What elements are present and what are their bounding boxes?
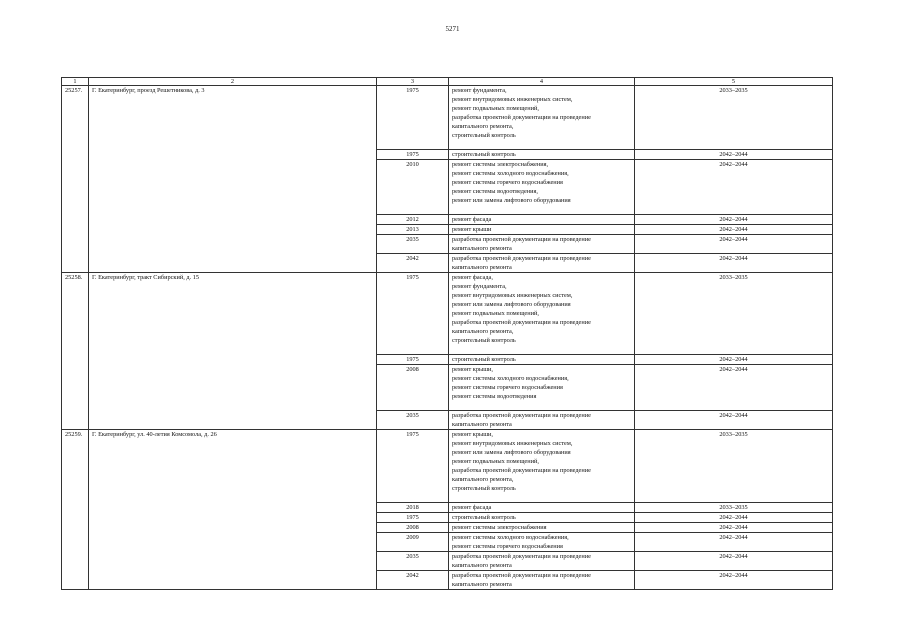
work-item: капитального ремонта bbox=[452, 562, 512, 569]
work-item: ремонт системы горячего водоснабжения bbox=[452, 384, 563, 391]
work-item: ремонт подвальных помещений, bbox=[452, 458, 539, 465]
work-item: ремонт системы электроснабжения, bbox=[452, 161, 549, 168]
entry-number: 25259. bbox=[62, 430, 89, 590]
work-item: разработка проектной документации на проведение bbox=[452, 255, 591, 262]
row-period: 2042–2044 bbox=[635, 150, 833, 160]
row-year: 2013 bbox=[377, 225, 449, 235]
work-item: строительный контроль bbox=[452, 485, 516, 492]
work-item: ремонт крыши, bbox=[452, 366, 494, 373]
page-number: 5271 bbox=[445, 25, 460, 33]
table-row bbox=[62, 86, 833, 150]
row-period: 2042–2044 bbox=[635, 533, 833, 552]
work-item: ремонт системы горячего водоснабжения bbox=[452, 179, 563, 186]
row-year: 2009 bbox=[377, 533, 449, 552]
work-item: ремонт внутридомовых инженерных систем, bbox=[452, 292, 573, 299]
row-works bbox=[449, 225, 635, 235]
row-works bbox=[449, 355, 635, 365]
row-works bbox=[449, 160, 635, 215]
work-item: ремонт системы холодного водоснабжения, bbox=[452, 534, 569, 541]
row-year: 2042 bbox=[377, 254, 449, 273]
header-col-1: 1 bbox=[62, 78, 89, 86]
row-period: 2033–2035 bbox=[635, 273, 833, 355]
work-item: ремонт или замена лифтового оборудования bbox=[452, 449, 571, 456]
repair-schedule-table bbox=[61, 77, 833, 590]
row-year: 2008 bbox=[377, 523, 449, 533]
row-year: 1975 bbox=[377, 355, 449, 365]
work-item: ремонт фасада bbox=[452, 504, 492, 511]
work-item: ремонт системы электроснабжения bbox=[452, 524, 547, 531]
row-works bbox=[449, 503, 635, 513]
row-period: 2042–2044 bbox=[635, 215, 833, 225]
row-period: 2042–2044 bbox=[635, 571, 833, 590]
row-period: 2042–2044 bbox=[635, 254, 833, 273]
work-item: строительный контроль bbox=[452, 151, 516, 158]
row-year: 2012 bbox=[377, 215, 449, 225]
work-item: ремонт фундамента, bbox=[452, 283, 507, 290]
entry-address: Г. Екатеринбург, проезд Решетникова, д. 3 bbox=[89, 86, 377, 273]
row-works bbox=[449, 273, 635, 355]
row-works bbox=[449, 552, 635, 571]
header-row bbox=[62, 78, 833, 86]
header-col-5: 5 bbox=[635, 78, 833, 86]
row-year: 1975 bbox=[377, 430, 449, 503]
work-item: разработка проектной документации на проведение bbox=[452, 553, 591, 560]
work-item: капитального ремонта bbox=[452, 245, 512, 252]
row-period: 2033–2035 bbox=[635, 86, 833, 150]
row-year: 1975 bbox=[377, 273, 449, 355]
work-item: ремонт фасада, bbox=[452, 274, 493, 281]
row-year: 1975 bbox=[377, 513, 449, 523]
work-item: ремонт внутридомовых инженерных систем, bbox=[452, 440, 573, 447]
work-item: ремонт или замена лифтового оборудования bbox=[452, 197, 571, 204]
work-item: ремонт или замена лифтового оборудования bbox=[452, 301, 571, 308]
header-col-2: 2 bbox=[89, 78, 377, 86]
row-year: 2035 bbox=[377, 235, 449, 254]
work-item: ремонт фундамента, bbox=[452, 87, 507, 94]
row-period: 2042–2044 bbox=[635, 552, 833, 571]
work-item: ремонт подвальных помещений, bbox=[452, 105, 539, 112]
table-row bbox=[62, 430, 833, 503]
row-year: 2008 bbox=[377, 365, 449, 411]
header-col-3: 3 bbox=[377, 78, 449, 86]
row-period: 2042–2044 bbox=[635, 160, 833, 215]
row-year: 2042 bbox=[377, 571, 449, 590]
row-period: 2042–2044 bbox=[635, 355, 833, 365]
work-item: разработка проектной документации на проведение bbox=[452, 114, 591, 121]
row-works bbox=[449, 513, 635, 523]
row-year: 1975 bbox=[377, 150, 449, 160]
row-year: 2035 bbox=[377, 552, 449, 571]
work-item: разработка проектной документации на проведение bbox=[452, 319, 591, 326]
row-works bbox=[449, 523, 635, 533]
work-item: разработка проектной документации на проведение bbox=[452, 467, 591, 474]
work-item: разработка проектной документации на проведение bbox=[452, 572, 591, 579]
row-works bbox=[449, 571, 635, 590]
row-year: 2035 bbox=[377, 411, 449, 430]
row-period: 2042–2044 bbox=[635, 411, 833, 430]
work-item: ремонт внутридомовых инженерных систем, bbox=[452, 96, 573, 103]
row-period: 2042–2044 bbox=[635, 523, 833, 533]
work-item: строительный контроль bbox=[452, 356, 516, 363]
row-year: 2010 bbox=[377, 160, 449, 215]
work-item: ремонт подвальных помещений, bbox=[452, 310, 539, 317]
work-item: капитального ремонта, bbox=[452, 476, 514, 483]
row-period: 2033–2035 bbox=[635, 430, 833, 503]
row-year: 2018 bbox=[377, 503, 449, 513]
entry-number: 25257. bbox=[62, 86, 89, 273]
entry-address: Г. Екатеринбург, ул. 40-летия Комсомола, д. 26 bbox=[89, 430, 377, 590]
work-item: ремонт системы холодного водоснабжения, bbox=[452, 375, 569, 382]
row-period: 2042–2044 bbox=[635, 235, 833, 254]
row-works bbox=[449, 365, 635, 411]
work-item: ремонт крыши bbox=[452, 226, 492, 233]
table-row bbox=[62, 273, 833, 355]
row-period: 2042–2044 bbox=[635, 513, 833, 523]
row-works bbox=[449, 215, 635, 225]
entry-address: Г. Екатеринбург, тракт Сибирский, д. 15 bbox=[89, 273, 377, 430]
work-item: капитального ремонта bbox=[452, 581, 512, 588]
entry-number: 25258. bbox=[62, 273, 89, 430]
work-item: ремонт системы водоотведения bbox=[452, 393, 537, 400]
header-col-4: 4 bbox=[449, 78, 635, 86]
row-works bbox=[449, 533, 635, 552]
table-body bbox=[62, 78, 833, 590]
row-works bbox=[449, 430, 635, 503]
row-works bbox=[449, 254, 635, 273]
row-period: 2042–2044 bbox=[635, 365, 833, 411]
work-item: ремонт системы водоотведения, bbox=[452, 188, 538, 195]
work-item: строительный контроль bbox=[452, 337, 516, 344]
work-item: ремонт системы холодного водоснабжения, bbox=[452, 170, 569, 177]
work-item: строительный контроль bbox=[452, 132, 516, 139]
work-item: капитального ремонта bbox=[452, 264, 512, 271]
row-works bbox=[449, 411, 635, 430]
work-item: капитального ремонта, bbox=[452, 123, 514, 130]
work-item: разработка проектной документации на проведение bbox=[452, 412, 591, 419]
work-item: ремонт системы горячего водоснабжения bbox=[452, 543, 563, 550]
row-year: 1975 bbox=[377, 86, 449, 150]
work-item: разработка проектной документации на проведение bbox=[452, 236, 591, 243]
work-item: ремонт крыши, bbox=[452, 431, 494, 438]
row-works bbox=[449, 86, 635, 150]
row-works bbox=[449, 150, 635, 160]
work-item: капитального ремонта bbox=[452, 421, 512, 428]
work-item: строительный контроль bbox=[452, 514, 516, 521]
work-item: ремонт фасада bbox=[452, 216, 492, 223]
row-period: 2033–2035 bbox=[635, 503, 833, 513]
row-period: 2042–2044 bbox=[635, 225, 833, 235]
row-works bbox=[449, 235, 635, 254]
work-item: капитального ремонта, bbox=[452, 328, 514, 335]
